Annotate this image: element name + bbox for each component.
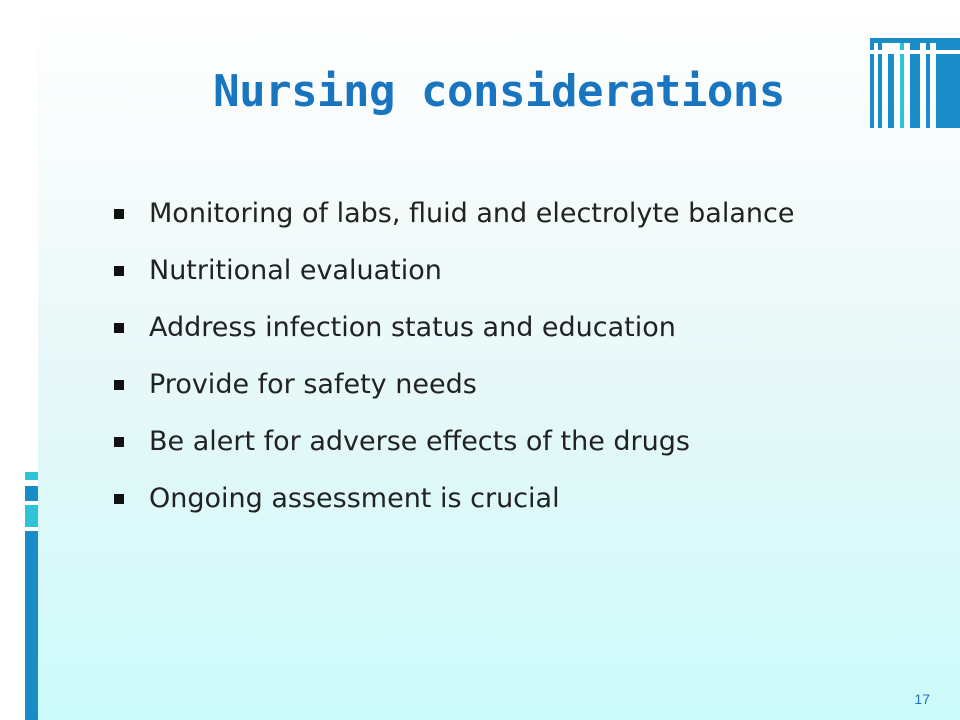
- bullet-text: Nutritional evaluation: [149, 255, 442, 286]
- bullet-list: [112, 196, 832, 538]
- bullet-text: Ongoing assessment is crucial: [149, 483, 560, 514]
- slide-title: Nursing considerations: [213, 66, 785, 117]
- bullet-text: Be alert for adverse effects of the drugs: [149, 426, 690, 457]
- bullet-text: Address infection status and education: [149, 312, 676, 343]
- square-bullet-icon: [114, 323, 124, 333]
- square-bullet-icon: [114, 209, 124, 219]
- bullet-item: [112, 253, 832, 289]
- square-bullet-icon: [114, 380, 124, 390]
- bullet-text: Monitoring of labs, fluid and electrolyte balance: [149, 198, 795, 229]
- bullet-item: [112, 481, 832, 517]
- bullet-item: [112, 196, 832, 232]
- bullet-item: [112, 424, 832, 460]
- bullet-item: [112, 367, 832, 403]
- square-bullet-icon: [114, 266, 124, 276]
- square-bullet-icon: [114, 494, 124, 504]
- square-bullet-icon: [114, 437, 124, 447]
- page-number: 17: [914, 691, 930, 707]
- bullet-text: Provide for safety needs: [149, 369, 477, 400]
- bullet-item: [112, 310, 832, 346]
